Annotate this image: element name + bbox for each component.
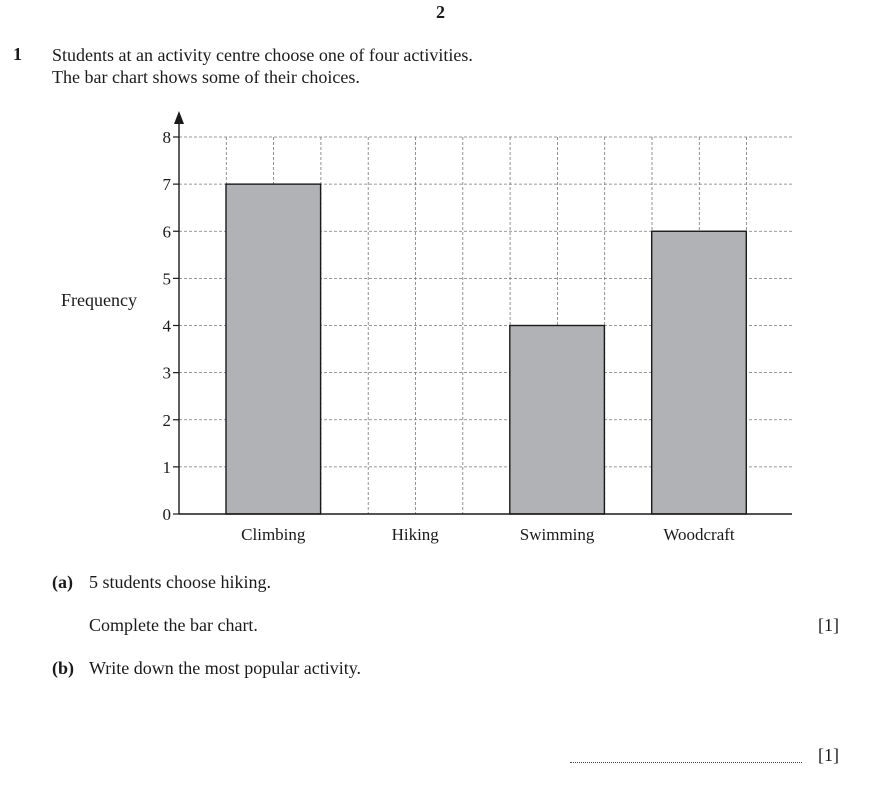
question-number: 1: [13, 44, 22, 64]
x-tick-label: Climbing: [241, 525, 306, 544]
page-number: 2: [436, 2, 445, 22]
bar-woodcraft: [652, 231, 747, 514]
intro-line-2: The bar chart shows some of their choices.: [52, 67, 360, 87]
x-tick-label: Woodcraft: [663, 525, 735, 544]
x-tick-label: Swimming: [519, 525, 595, 544]
bar-climbing: [226, 184, 321, 514]
y-axis-arrow-icon: [174, 111, 184, 124]
y-tick-label: 6: [162, 222, 171, 242]
part-b-label: (b): [52, 658, 74, 678]
part-b-marks: [1]: [818, 745, 839, 765]
chart-bars: [226, 184, 746, 514]
part-b-text: Write down the most popular activity.: [89, 658, 362, 678]
part-a-label: (a): [52, 572, 73, 592]
bar-swimming: [510, 326, 605, 515]
y-tick-label: 7: [162, 175, 171, 195]
part-a-text: 5 students choose hiking.: [89, 572, 271, 592]
y-tick-label: 5: [162, 269, 171, 289]
intro-line-1: Students at an activity centre choose one of four activities.: [52, 45, 473, 65]
part-a-instruction: Complete the bar chart.: [89, 615, 258, 635]
y-tick-label: 8: [162, 128, 171, 147]
y-tick-label: 4: [162, 316, 171, 336]
part-a-marks: [1]: [818, 615, 839, 635]
x-tick-label: Hiking: [391, 525, 439, 544]
answer-line[interactable]: [570, 762, 802, 763]
y-tick-label: 0: [162, 505, 171, 524]
y-tick-label: 1: [162, 457, 171, 477]
y-axis-label: Frequency: [61, 290, 137, 310]
y-tick-label: 3: [162, 363, 171, 383]
y-tick-label: 2: [162, 410, 171, 430]
